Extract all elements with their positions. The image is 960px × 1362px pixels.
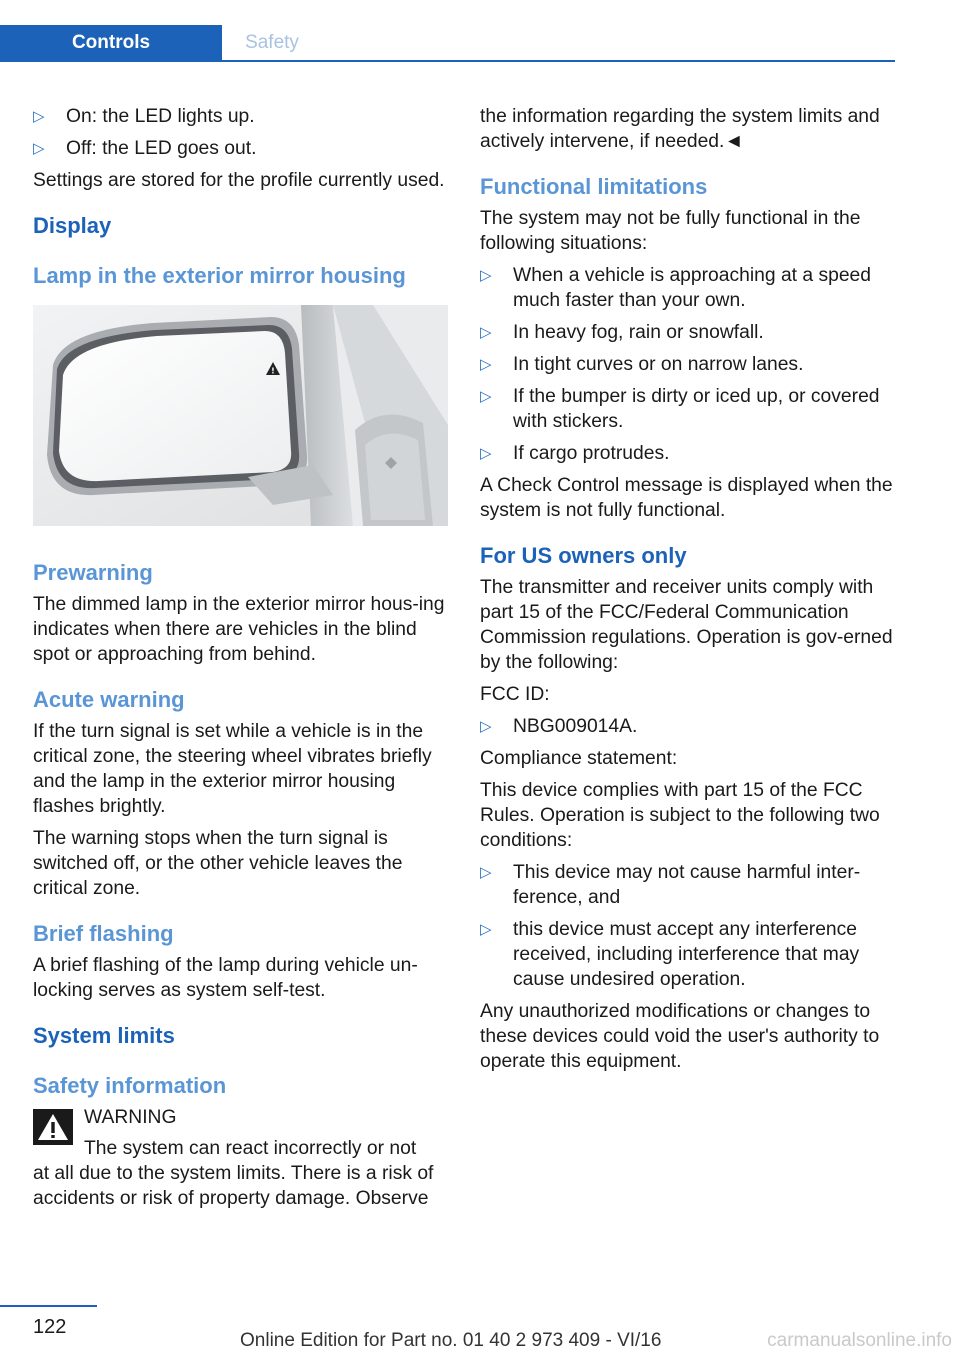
list-item	[33, 104, 453, 129]
warning-text-rest: at all due to the system limits. There is a risk of accidents or risk of property damage. Observe	[33, 1163, 434, 1209]
heading-system-limits: System limits	[33, 1023, 175, 1048]
list-item	[480, 384, 900, 434]
functional-intro: The system may not be fully functional in the following situations:	[480, 208, 861, 254]
heading-us-owners: For US owners only	[480, 543, 687, 568]
warning-block	[33, 1105, 453, 1161]
edition-text: Online Edition for Part no. 01 40 2 973 409 - VI/16	[240, 1330, 662, 1351]
bullet-triangle-icon: ▷	[480, 267, 492, 284]
warning-triangle-icon	[33, 1109, 73, 1152]
watermark: carmanualsonline.info	[767, 1330, 952, 1351]
bullet-triangle-icon: ▷	[480, 445, 492, 462]
list-item-text: On: the LED lights up.	[66, 106, 255, 127]
warning-text-first: The system can react incorrectly or not	[84, 1138, 417, 1159]
list-item	[480, 320, 900, 345]
tab-safety[interactable]: Safety	[245, 32, 299, 53]
bullet-triangle-icon: ▷	[33, 140, 45, 157]
list-item-text: This device may not cause harmful inter‐ference, and	[513, 862, 861, 908]
heading-display: Display	[33, 213, 112, 238]
settings-note: Settings are stored for the profile currently used.	[33, 170, 445, 191]
page-number: 122	[33, 1316, 67, 1338]
heading-safety-information: Safety information	[33, 1073, 227, 1098]
list-item	[480, 860, 900, 910]
right-column	[480, 104, 900, 1081]
left-column	[33, 104, 453, 1218]
bullet-triangle-icon: ▷	[480, 356, 492, 373]
exterior-mirror-image	[33, 305, 448, 526]
brief-flashing-text: A brief flashing of the lamp during vehicle un‐locking serves as system self-test.	[33, 955, 418, 1001]
list-item	[480, 352, 900, 377]
list-item	[480, 917, 900, 992]
heading-functional-limitations: Functional limitations	[480, 174, 708, 199]
bullet-triangle-icon: ▷	[480, 864, 492, 881]
header-rule	[0, 60, 895, 62]
device-complies-text: This device complies with part 15 of the FCC Rules. Operation is subject to the following two conditions:	[480, 780, 880, 851]
fcc-id-label: FCC ID:	[480, 684, 550, 705]
list-item	[480, 263, 900, 313]
list-item-text: Off: the LED goes out.	[66, 138, 257, 159]
warning-label: WARNING	[84, 1107, 177, 1128]
section-tabs	[0, 25, 895, 62]
list-item	[480, 441, 900, 466]
list-item	[33, 136, 453, 161]
prewarning-text: The dimmed lamp in the exterior mirror hous‐ing indicates when there are vehicles in the blind spot or approaching from behind.	[33, 594, 445, 665]
unauthorized-text: Any unauthorized modifications or changes to these devices could void the user's authority to operate this equipment.	[480, 1001, 880, 1072]
tab-controls[interactable]: Controls	[0, 25, 222, 60]
svg-text:!: !	[271, 366, 275, 376]
mirror-figure	[33, 305, 448, 526]
list-item-text: If the bumper is dirty or iced up, or covered with stickers.	[513, 386, 880, 432]
bullet-triangle-icon: ▷	[480, 324, 492, 341]
list-item	[480, 714, 900, 739]
compliance-label: Compliance statement:	[480, 748, 678, 769]
list-item-text: this device must accept any interference received, including interference that may cause undesired operation.	[513, 919, 860, 990]
heading-lamp: Lamp in the exterior mirror housing	[33, 263, 406, 288]
heading-brief-flashing: Brief flashing	[33, 921, 174, 946]
check-control-text: A Check Control message is displayed when the system is not fully functional.	[480, 475, 893, 521]
continued-text: the information regarding the system limits and actively intervene, if needed.◄	[480, 106, 880, 152]
footer-rule	[0, 1305, 97, 1307]
acute-warning-text-2: The warning stops when the turn signal is switched off, or the other vehicle leaves the critical zone.	[33, 828, 403, 899]
heading-prewarning: Prewarning	[33, 560, 153, 585]
bullet-triangle-icon: ▷	[480, 388, 492, 405]
list-item-text: In tight curves or on narrow lanes.	[513, 354, 804, 375]
list-item-text: NBG009014A.	[513, 716, 638, 737]
bullet-triangle-icon: ▷	[480, 718, 492, 735]
list-item-text: If cargo protrudes.	[513, 443, 670, 464]
bullet-triangle-icon: ▷	[480, 921, 492, 938]
us-owners-text: The transmitter and receiver units comply with part 15 of the FCC/Federal Communication Commission regulations. Operation is gov‐erned by the following:	[480, 577, 893, 673]
acute-warning-text: If the turn signal is set while a vehicle is in the critical zone, the steering wheel vibrates briefly and the lamp in the exterior mirror housing flashes brightly.	[33, 721, 432, 817]
heading-acute-warning: Acute warning	[33, 687, 185, 712]
bullet-triangle-icon: ▷	[33, 108, 45, 125]
list-item-text: When a vehicle is approaching at a speed much faster than your own.	[513, 265, 872, 311]
list-item-text: In heavy fog, rain or snowfall.	[513, 322, 764, 343]
